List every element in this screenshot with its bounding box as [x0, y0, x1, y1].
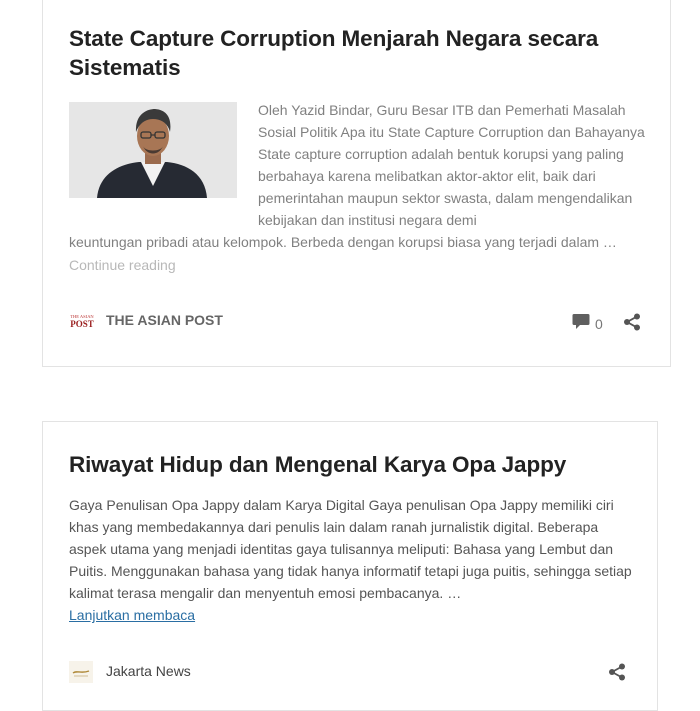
share-icon[interactable] [608, 663, 626, 686]
source-logo[interactable] [69, 312, 95, 330]
post-title[interactable]: State Capture Corruption Menjarah Negara secara Sistematis [69, 26, 599, 80]
comment-button[interactable] [572, 313, 603, 335]
comment-count: 0 [595, 316, 603, 332]
post-excerpt: Oleh Yazid Bindar, Guru Besar ITB dan Pemerhati Masalah Sosial Politik Apa itu State Capture Corruption dan Bahayanya State capture corruption adalah bentuk korupsi yang paling berbahaya karena melibatkan aktor-aktor elit, baik dari pemerintahan maupun sektor swasta, dalam mengendalikan kebijakan dan institusi negara demi [258, 102, 645, 228]
source-name[interactable]: Jakarta News [106, 663, 191, 679]
post-card [42, 421, 658, 711]
post-title[interactable]: Riwayat Hidup dan Mengenal Karya Opa Jappy [69, 452, 567, 477]
continue-reading-link[interactable]: Continue reading [69, 257, 176, 273]
post-excerpt: Gaya Penulisan Opa Jappy dalam Karya Digital Gaya penulisan Opa Jappy memiliki ciri khas yang membedakannya dari penulis lain dalam ranah jurnalistik digital. Beberapa aspek utama yang menjadi identitas gaya tulisannya meliputi: Bahasa yang Lembut dan Puitis. Menggunakan bahasa yang tidak hanya informatif tetapi juga puitis, sehingga setiap kalimat terasa mengalir dan menyentuh emosi pembacanya. … [69, 497, 632, 601]
source-logo[interactable] [69, 661, 93, 683]
post-card [42, 0, 671, 367]
source-logo-text-main: POST [70, 319, 94, 329]
comment-icon [572, 313, 590, 335]
post-excerpt-continued: keuntungan pribadi atau kelompok. Berbeda dengan korupsi biasa yang terjadi dalam … [69, 234, 617, 250]
source-logo-text-top: THE ASIAN [70, 314, 94, 319]
share-icon[interactable] [623, 313, 641, 336]
source-name[interactable]: THE ASIAN POST [106, 312, 223, 328]
continue-reading-link[interactable]: Lanjutkan membaca [69, 607, 196, 623]
post-thumbnail[interactable] [69, 102, 237, 198]
